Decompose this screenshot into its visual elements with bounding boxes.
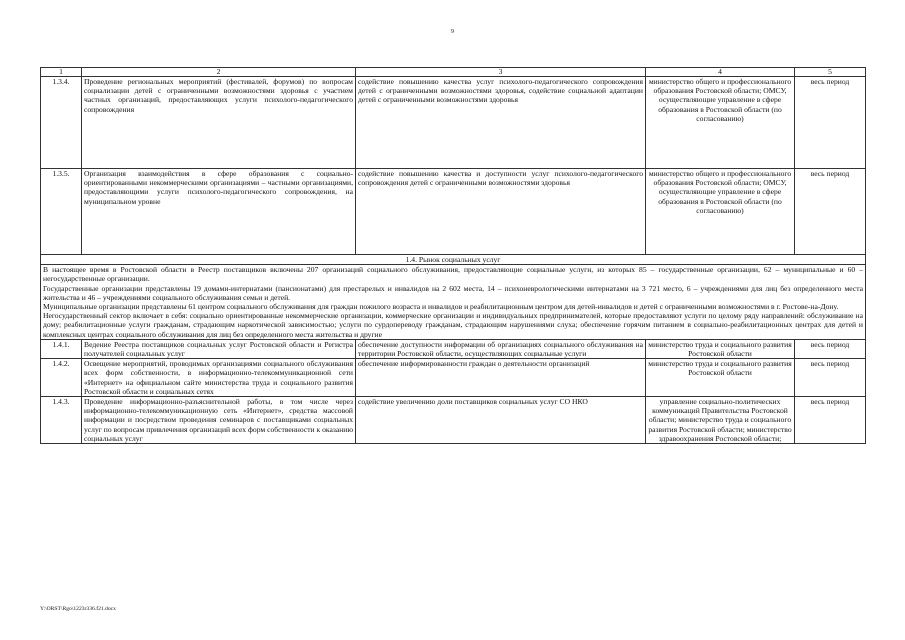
executor-cell: управление социально-политических коммуникаций Правительства Ростовской области; министерство труда и социального развития Ростовской области; министерство здравоохранения Ростовской области; bbox=[646, 397, 795, 444]
result-cell: содействие повышению качества и доступности услуг психолого-педагогического сопровождения детей с ограниченными возможностями здоровья bbox=[356, 169, 646, 255]
section-title: 1.4. Рынок социальных услуг bbox=[41, 255, 866, 265]
description-paragraph: Негосударственный сектор включает в себя: социально ориентированные некоммерческие организации, коммерческие организации и индивидуальных предпринимателей, которые предоставляют услуги по целому ряду направлений: обслуживание на дому; реабилитационные услуги гражданам, страдающим наркотической зависимостью; услуги по сурдопереводу гражданам, страдающим нарушениями слуха; обеспечение горячим питанием в социально-реабилитационных центрах для детей и комплексных центрах социального обслуживания для лиц без определенного места жительства и другие bbox=[43, 311, 863, 339]
period-cell: весь период bbox=[795, 169, 866, 255]
row-number: 1.3.5. bbox=[41, 169, 82, 255]
result-cell: обеспечение доступности информации об организациях социального обслуживания на территории Ростовской области, осуществляющих социальные услуги bbox=[356, 339, 646, 358]
description-paragraph: В настоящее время в Ростовской области в Реестр поставщиков включены 207 организаций социального обслуживания, предоставляющие социальные услуги, из которых 85 – государственные организации, 62 – муниципальные и 60 – негосударственные организации. bbox=[43, 265, 863, 284]
period-cell: весь период bbox=[795, 397, 866, 444]
result-cell: содействие увеличению доли поставщиков социальных услуг СО НКО bbox=[356, 397, 646, 444]
page-number: 9 bbox=[451, 29, 454, 35]
description-row bbox=[41, 265, 866, 340]
event-cell: Ведение Реестра поставщиков социальных услуг Ростовской области и Регистра получателей социальных услуг bbox=[82, 339, 356, 358]
header-cell: 5 bbox=[795, 68, 866, 77]
row-number: 1.4.3. bbox=[41, 397, 82, 444]
table-row bbox=[41, 169, 866, 255]
section-description bbox=[41, 265, 866, 340]
description-paragraph: Государственные организации представлены 19 домами-интернатами (пансионатами) для престарелых и инвалидов на 2 602 места, 14 – психоневрологическими интернатами на 3 721 место, 6 – учреждениями для лиц без определенного места жительства и 46 – учреждениями социального обслуживания семьи и детей. bbox=[43, 283, 863, 302]
row-number: 1.4.2. bbox=[41, 359, 82, 397]
event-cell: Освещение мероприятий, проводимых организациями социального обслуживания всех форм собственности, в информационно-телекоммуникационной сети «Интернет» на официальном сайте министерства труда и социального развития Ростовской области и социальных сетях bbox=[82, 359, 356, 397]
header-cell: 1 bbox=[41, 68, 82, 77]
executor-cell: министерство труда и социального развития Ростовской области bbox=[646, 359, 795, 397]
row-number: 1.3.4. bbox=[41, 77, 82, 169]
table-row bbox=[41, 339, 866, 358]
section-row bbox=[41, 255, 866, 265]
result-cell: обеспечение информированности граждан о деятельности организаций bbox=[356, 359, 646, 397]
period-cell: весь период bbox=[795, 77, 866, 169]
table-row bbox=[41, 359, 866, 397]
activities-table bbox=[40, 67, 866, 444]
executor-cell: министерство общего и профессионального образования Ростовской области; ОМСУ, осуществляющие управление в сфере образования в Ростовской области (по согласованию) bbox=[646, 77, 795, 169]
result-cell: содействие повышению качества услуг психолого-педагогического сопровождения детей с ограниченными возможностями здоровья, содействие социальной адаптации детей с ограниченными возможностями здоровья bbox=[356, 77, 646, 169]
period-cell: весь период bbox=[795, 339, 866, 358]
executor-cell: министерство общего и профессионального образования Ростовской области; ОМСУ, осуществляющие управление в сфере образования в Ростовской области (по согласованию) bbox=[646, 169, 795, 255]
executor-cell: министерство труда и социального развития Ростовской области bbox=[646, 339, 795, 358]
row-number: 1.4.1. bbox=[41, 339, 82, 358]
header-cell: 2 bbox=[82, 68, 356, 77]
document-file-path: Y:\ORST\Rgo\1223r336.f21.docx bbox=[40, 606, 116, 612]
period-cell: весь период bbox=[795, 359, 866, 397]
table-header-row bbox=[41, 68, 866, 77]
table-row bbox=[41, 397, 866, 444]
header-cell: 4 bbox=[646, 68, 795, 77]
event-cell: Проведение региональных мероприятий (фестивалей, форумов) по вопросам социализации детей с ограниченными возможностями здоровья с участием частных организаций, предоставляющих услуги психолого-педагогического сопровождения bbox=[82, 77, 356, 169]
description-paragraph: Муниципальные организации представлены 61 центром социального обслуживания для граждан пожилого возраста и инвалидов и реабилитационным центром для детей-инвалидов и детей с ограниченными возможностями в г. Ростове-на-Дону. bbox=[43, 302, 839, 312]
table-row bbox=[41, 77, 866, 169]
header-cell: 3 bbox=[356, 68, 646, 77]
event-cell: Проведение информационно-разъяснительной работы, в том числе через информационно-телекоммуникационную сеть «Интернет», средства массовой информации и посредством проведения семинаров с поставщиками социальных услуг по вопросам привлечения организаций всех форм собственности к оказанию социальных услуг bbox=[82, 397, 356, 444]
event-cell: Организация взаимодействия в сфере образования с социально-ориентированными некоммерческими организациями – частными организациями, предоставляющими услуги психолого-педагогического сопровождения, на муниципальном уровне bbox=[82, 169, 356, 255]
